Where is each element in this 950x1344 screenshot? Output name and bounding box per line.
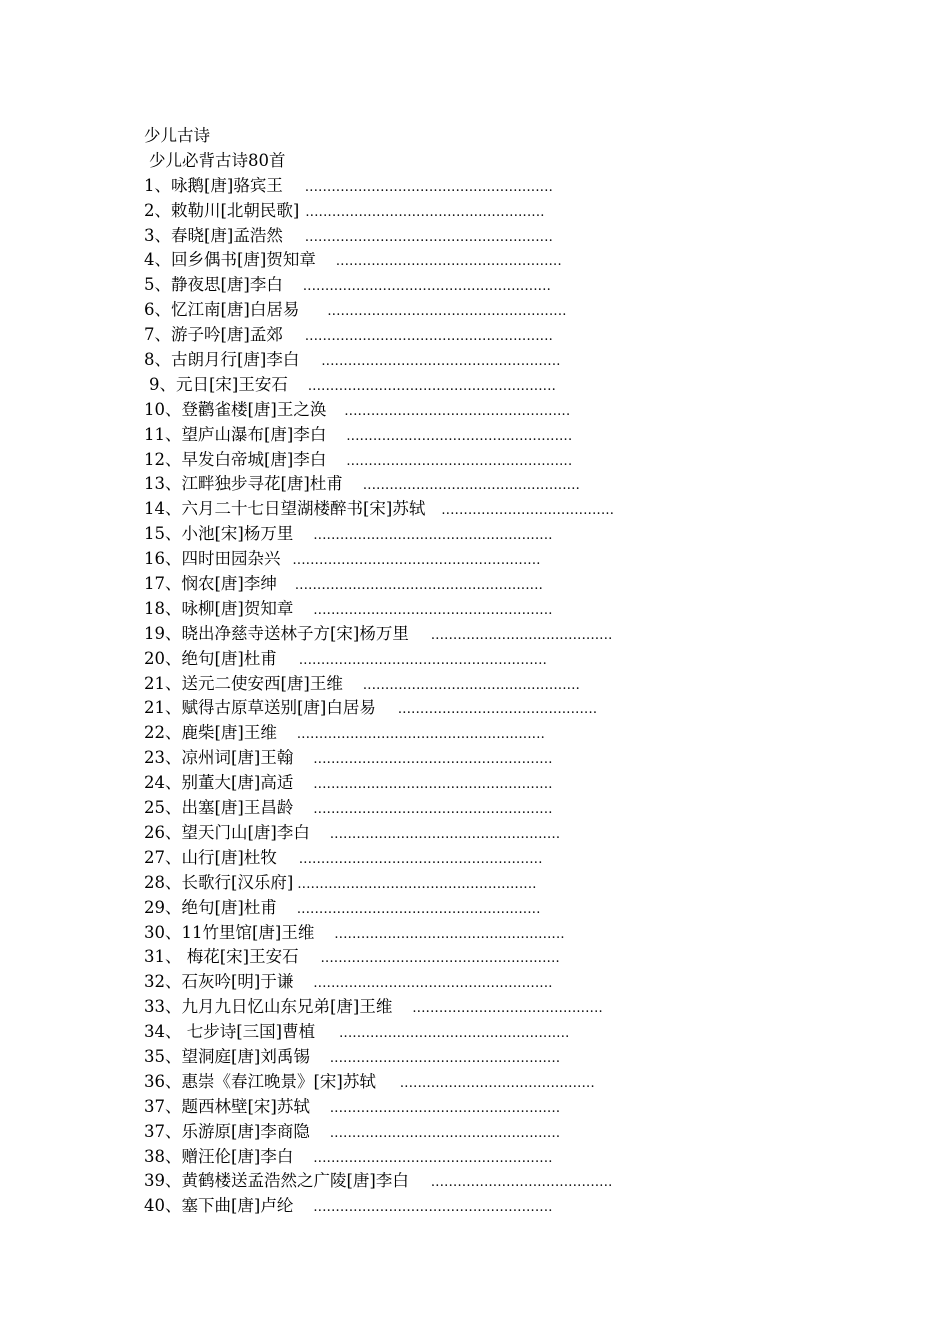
dot-leader: ...................................................	[344, 403, 571, 419]
dot-leader: ........................................................	[296, 727, 546, 743]
poem-title: 38、赠汪伦[唐]李白	[144, 1146, 294, 1166]
list-item	[144, 647, 864, 672]
dot-leader: ....................................................	[334, 926, 565, 942]
poem-title: 30、11竹里馆[唐]王维	[144, 922, 315, 942]
list-item	[144, 696, 864, 721]
dot-leader: ......................................................	[297, 876, 537, 892]
poem-title: 27、山行[唐]杜牧	[144, 847, 277, 867]
dot-leader: ....................................................	[329, 826, 561, 842]
list-item	[144, 547, 864, 572]
dot-leader: ...........................................	[412, 1001, 603, 1017]
dot-leader: .......................................	[441, 503, 615, 519]
list-item	[144, 1194, 864, 1219]
poem-title: 14、六月二十七日望湖楼醉书[宋]苏轼	[144, 499, 426, 519]
dot-leader: ........................................................	[304, 229, 554, 245]
dot-leader: ....................................................	[329, 1050, 561, 1066]
dot-leader: .......................................................	[298, 851, 543, 867]
dot-leader: ........................................................	[292, 553, 541, 569]
poem-title: 31、 梅花[宋]王安石	[144, 947, 299, 967]
poem-title: 3、春晓[唐]孟浩然	[144, 225, 283, 245]
poem-title: 15、小池[宋]杨万里	[144, 524, 294, 544]
dot-leader: ............................................	[399, 1075, 595, 1091]
poem-title: 18、咏柳[唐]贺知章	[144, 598, 294, 618]
page-title: 少儿古诗	[144, 126, 210, 145]
dot-leader: ......................................................	[305, 204, 545, 220]
poem-title: 5、静夜思[唐]李白	[144, 275, 283, 295]
poem-title: 17、悯农[唐]李绅	[144, 574, 277, 594]
poem-title: 2、敕勒川[北朝民歌]	[144, 200, 300, 220]
list-item	[144, 821, 864, 846]
dot-leader: ........................................................	[294, 578, 544, 594]
list-item	[144, 398, 864, 423]
dot-leader: .......................................................	[296, 901, 541, 917]
dot-leader: ......................................................	[313, 1200, 553, 1216]
list-item	[144, 846, 864, 871]
list-item	[144, 572, 864, 597]
list-item	[144, 497, 864, 522]
poem-title: 37、题西林壁[宋]苏轼	[144, 1096, 310, 1116]
dot-leader: ......................................................	[313, 976, 553, 992]
poem-title: 24、别董大[唐]高适	[144, 773, 294, 793]
dot-leader: ......................................................	[313, 777, 553, 793]
poem-title: 32、石灰吟[明]于谦	[144, 972, 294, 992]
poem-title: 21、送元二使安西[唐]王维	[144, 673, 343, 693]
dot-leader: ...................................................	[346, 428, 573, 444]
list-item	[144, 921, 864, 946]
list-item	[144, 273, 864, 298]
poem-title: 11、望庐山瀑布[唐]李白	[144, 424, 327, 444]
poem-title: 37、乐游原[唐]李商隐	[144, 1121, 310, 1141]
dot-leader: ......................................................	[313, 528, 553, 544]
document-body	[144, 124, 864, 1219]
dot-leader: ....................................................	[339, 1026, 570, 1042]
poem-title: 19、晓出净慈寺送林子方[宋]杨万里	[144, 623, 409, 643]
poem-title: 10、登鹳雀楼[唐]王之涣	[144, 399, 327, 419]
dot-leader: ...................................................	[335, 254, 562, 270]
list-item	[144, 771, 864, 796]
page-subtitle: 少儿必背古诗80首	[149, 150, 286, 170]
dot-leader: .............................................	[397, 702, 598, 718]
poem-title: 25、出塞[唐]王昌龄	[144, 798, 294, 818]
poem-title: 21、赋得古原草送别[唐]白居易	[144, 698, 376, 718]
dot-leader: ........................................................	[307, 378, 557, 394]
dot-leader: ....................................................	[329, 1125, 561, 1141]
poem-title: 35、望洞庭[唐]刘禹锡	[144, 1046, 310, 1066]
list-item	[144, 199, 864, 224]
list-item	[144, 373, 864, 398]
list-item	[144, 423, 864, 448]
list-item	[144, 1145, 864, 1170]
list-item	[144, 970, 864, 995]
list-item	[144, 896, 864, 921]
dot-leader: .................................................	[362, 677, 581, 693]
list-item	[144, 1070, 864, 1095]
list-item	[144, 871, 864, 896]
dot-leader: ......................................................	[313, 602, 553, 618]
list-item	[144, 1095, 864, 1120]
list-item	[144, 672, 864, 697]
poem-title: 4、回乡偶书[唐]贺知章	[144, 250, 316, 270]
poem-title: 16、四时田园杂兴	[144, 549, 281, 569]
poem-title: 13、江畔独步寻花[唐]杜甫	[144, 474, 343, 494]
poem-title: 34、 七步诗[三国]曹植	[144, 1022, 316, 1042]
poem-title: 8、古朗月行[唐]李白	[144, 350, 300, 370]
list-item	[144, 448, 864, 473]
dot-leader: ........................................................	[302, 279, 552, 295]
list-item	[144, 248, 864, 273]
poem-title: 40、塞下曲[唐]卢纶	[144, 1196, 294, 1216]
poem-title: 7、游子吟[唐]孟郊	[144, 325, 283, 345]
list-item	[144, 746, 864, 771]
list-item	[144, 1120, 864, 1145]
poem-title: 33、九月九日忆山东兄弟[唐]王维	[144, 997, 393, 1017]
list-item	[144, 348, 864, 373]
poem-title: 39、黄鹤楼送孟浩然之广陵[唐]李白	[144, 1171, 409, 1191]
dot-leader: ......................................................	[327, 304, 567, 320]
poem-list	[144, 174, 864, 1219]
list-item	[144, 597, 864, 622]
list-item	[144, 1169, 864, 1194]
dot-leader: ....................................................	[329, 1100, 561, 1116]
list-item	[144, 472, 864, 497]
dot-leader: ......................................................	[313, 1150, 553, 1166]
poem-title: 26、望天门山[唐]李白	[144, 822, 310, 842]
list-item	[144, 522, 864, 547]
dot-leader: ........................................................	[298, 652, 548, 668]
dot-leader: ........................................................	[304, 179, 554, 195]
dot-leader: ........................................................	[304, 329, 554, 345]
list-item	[144, 298, 864, 323]
dot-leader: ......................................................	[313, 802, 553, 818]
dot-leader: .........................................	[430, 627, 613, 643]
list-item	[144, 945, 864, 970]
dot-leader: .................................................	[362, 478, 581, 494]
list-item	[144, 323, 864, 348]
list-item	[144, 622, 864, 647]
list-item	[144, 721, 864, 746]
poem-title: 6、忆江南[唐]白居易	[144, 300, 300, 320]
dot-leader: ...................................................	[346, 453, 573, 469]
list-item	[144, 1045, 864, 1070]
list-item	[144, 796, 864, 821]
list-item	[144, 1020, 864, 1045]
list-item	[144, 174, 864, 199]
poem-title: 28、长歌行[汉乐府]	[144, 872, 294, 892]
poem-title: 12、早发白帝城[唐]李白	[144, 449, 327, 469]
dot-leader: .........................................	[430, 1175, 613, 1191]
poem-title: 22、鹿柴[唐]王维	[144, 723, 277, 743]
poem-title: 1、咏鹅[唐]骆宾王	[144, 175, 283, 195]
dot-leader: ......................................................	[320, 951, 560, 967]
poem-title: 29、绝句[唐]杜甫	[144, 897, 277, 917]
poem-title: 9、元日[宋]王安石	[149, 374, 288, 394]
poem-title: 36、惠崇《春江晚景》[宋]苏轼	[144, 1071, 376, 1091]
poem-title: 23、凉州词[唐]王翰	[144, 748, 294, 768]
list-item	[144, 224, 864, 249]
dot-leader: ......................................................	[313, 752, 553, 768]
poem-title: 20、绝句[唐]杜甫	[144, 648, 277, 668]
dot-leader: ......................................................	[321, 354, 561, 370]
list-item	[144, 995, 864, 1020]
